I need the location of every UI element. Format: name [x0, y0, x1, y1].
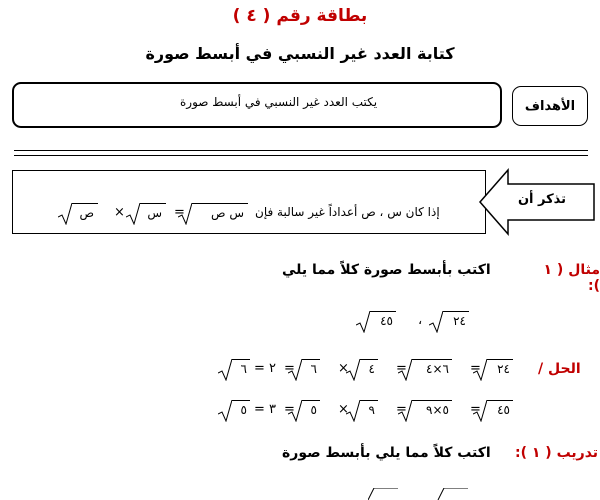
sol2-radical-a-value: ٤٥: [497, 403, 510, 417]
radical-y: [72, 203, 98, 225]
goals-text: يكتب العدد غير النسبي في أبسط صورة: [180, 95, 378, 109]
radical-45: [370, 311, 396, 333]
sol2-op-4: ٣ =: [254, 402, 277, 417]
radical-x: [140, 203, 166, 225]
solution-label: الحل /: [538, 361, 581, 377]
lesson-title: كتابة العدد غير النسبي في أبسط صورة: [145, 44, 455, 63]
card-title: بطاقة رقم ( ٤ ): [232, 6, 368, 26]
radical-24-value: ٢٤: [453, 314, 466, 328]
example-label: مثال ( ١ ):: [543, 262, 600, 294]
sol2-radical-c: [360, 400, 378, 422]
sol1-radical-a: [487, 359, 513, 381]
sol1-radical-d-value: ٦: [310, 362, 317, 376]
sol2-op-eq: =: [284, 402, 295, 417]
sol2-radical-c-value: ٩: [368, 403, 375, 417]
radical-x-value: س: [147, 206, 162, 220]
radical-24: [443, 311, 469, 333]
sol2-op-1: =: [470, 402, 481, 417]
sol2-radical-e: [232, 400, 250, 422]
sol2-radical-d: [302, 400, 320, 422]
divider-top: [14, 150, 588, 151]
times-sign: ×: [114, 205, 125, 220]
divider-bottom: [14, 155, 588, 156]
sol1-radical-b-value: ٦×٤: [426, 362, 449, 376]
sol2-radical-e-value: ٥: [240, 403, 247, 417]
sol1-radical-c-value: ٤: [368, 362, 375, 376]
radical-y-value: ص: [79, 206, 94, 220]
goals-label: [512, 86, 588, 126]
training-instruction: اكتب كلاً مما يلي بأبسط صورة: [282, 445, 491, 461]
equals-sign: =: [174, 205, 185, 220]
sol1-radical-a-value: ٢٤: [497, 362, 510, 376]
sol1-radical-b: [412, 359, 452, 381]
sol1-op-2: =: [396, 361, 407, 376]
radical-xy-value: س ص: [211, 206, 244, 220]
sol1-op-4: ٢ =: [254, 361, 277, 376]
sol1-op-1: =: [470, 361, 481, 376]
sol2-radical-b: [412, 400, 452, 422]
goals-label-text: الأهداف: [524, 98, 576, 114]
sol1-radical-c: [360, 359, 378, 381]
radical-45-value: ٤٥: [380, 314, 393, 328]
sol1-op-eq: =: [284, 361, 295, 376]
remember-label: تذكر أن: [517, 192, 567, 207]
sol1-radical-e: [232, 359, 250, 381]
sol2-radical-d-value: ٥: [310, 403, 317, 417]
sol2-radical-b-value: ٥×٩: [426, 403, 449, 417]
radical-xy: [192, 203, 248, 225]
training-label: تدريب ( ١ ):: [515, 445, 599, 461]
sol2-op-2: =: [396, 402, 407, 417]
remember-text: إذا كان س ، ص أعداداً غير سالبة فإن: [255, 205, 440, 219]
sol1-radical-d: [302, 359, 320, 381]
sol1-radical-e-value: ٦: [240, 362, 247, 376]
partial-radicals-cutoff: [368, 488, 468, 500]
comma-separator: ،: [418, 313, 423, 328]
sol1-op-3: ×: [338, 361, 349, 376]
sol2-radical-a: [487, 400, 513, 422]
example-instruction: اكتب بأبسط صورة كلاً مما يلي: [282, 262, 491, 278]
sol2-op-3: ×: [338, 402, 349, 417]
